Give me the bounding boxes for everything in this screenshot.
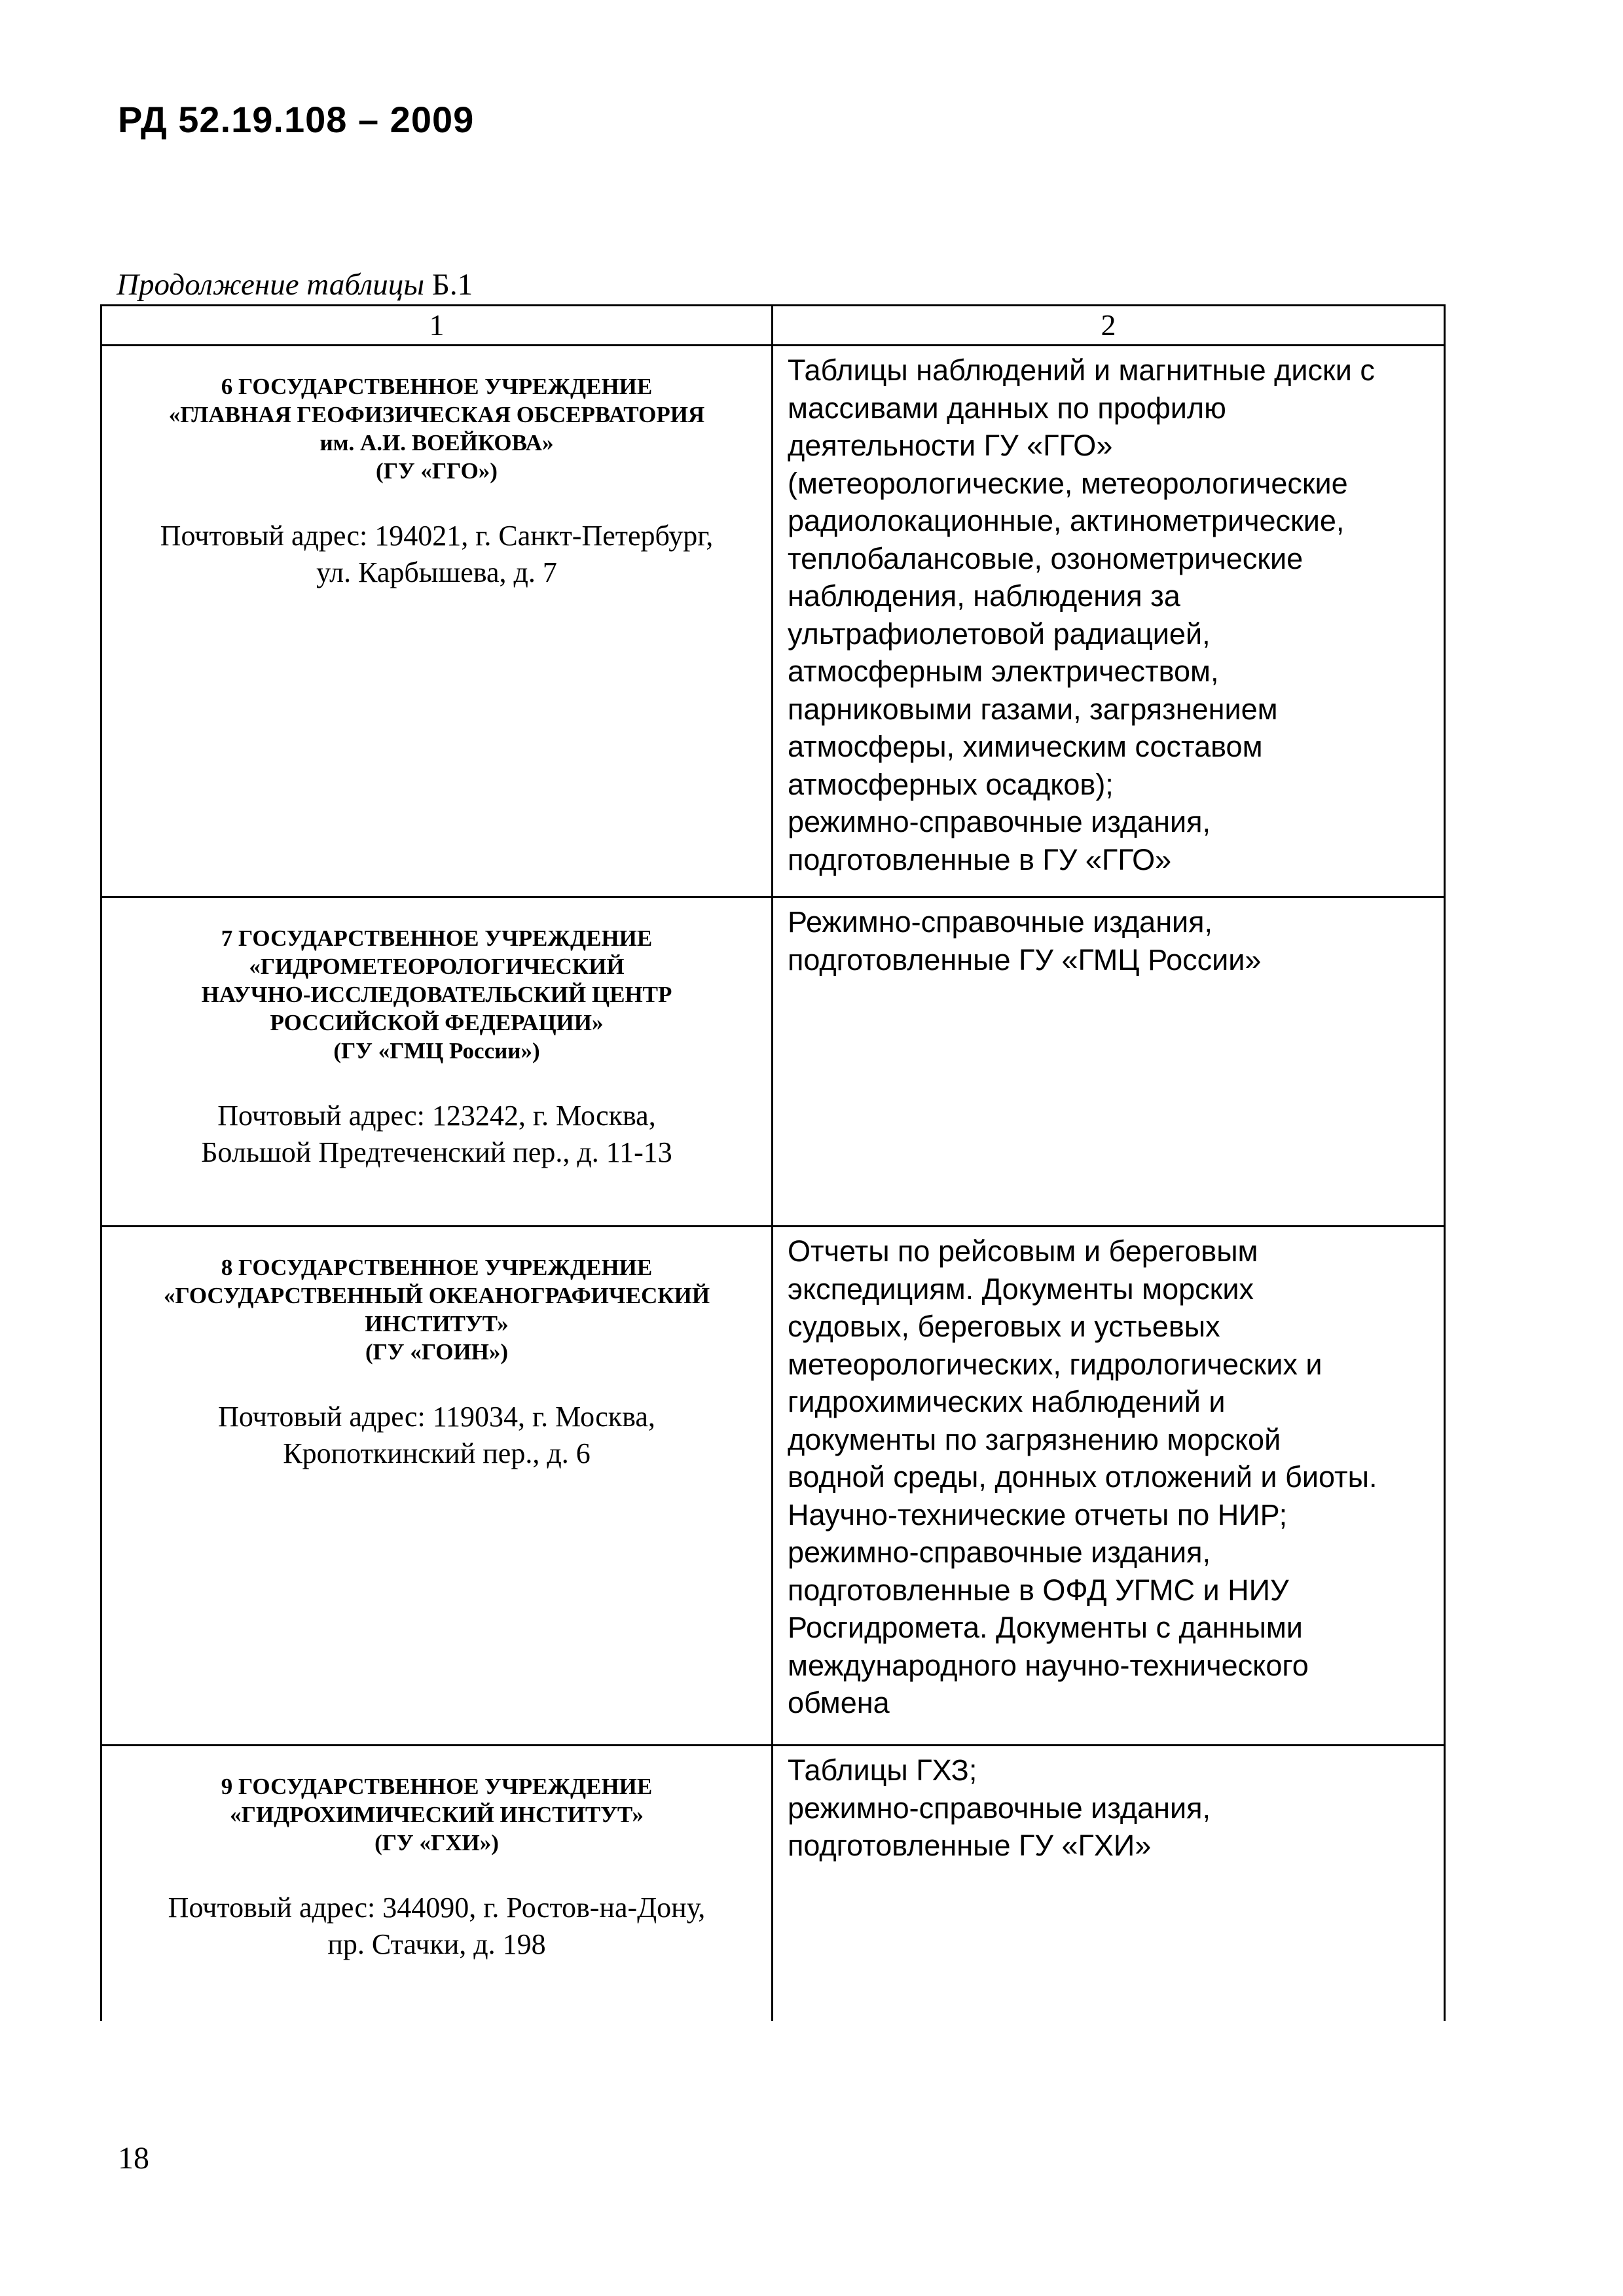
org-cell <box>101 1746 773 2022</box>
content-line: Режимно-справочные издания, <box>788 905 1213 939</box>
content-line: атмосферным электричеством, <box>788 655 1219 688</box>
org-name-line: «ГОСУДАРСТВЕННЫЙ ОКЕАНОГРАФИЧЕСКИЙ <box>163 1283 710 1308</box>
org-address <box>122 518 752 591</box>
document-code: РД 52.19.108 – 2009 <box>118 99 475 140</box>
content-line: метеорологических, гидрологических и <box>788 1347 1322 1381</box>
org-name-line: РОССИЙСКОЙ ФЕДЕРАЦИИ» <box>270 1010 604 1035</box>
content-line: Таблицы ГХЗ; <box>788 1753 977 1787</box>
content-line: атмосферных осадков); <box>788 767 1114 801</box>
org-cell <box>101 1227 773 1746</box>
table-row <box>101 346 1445 897</box>
content-line: деятельности ГУ «ГГО» <box>788 429 1113 462</box>
content-line: водной среды, донных отложений и биоты. <box>788 1460 1377 1494</box>
content-line: режимно-справочные издания, <box>788 805 1211 838</box>
content-line: (метеорологические, метеорологические <box>788 466 1348 500</box>
content-line: ультрафиолетовой радиацией, <box>788 617 1211 651</box>
org-abbreviation: (ГУ «ГГО») <box>376 458 498 484</box>
org-cell <box>101 897 773 1227</box>
content-line: подготовленные в ГУ «ГГО» <box>788 842 1172 876</box>
content-line: экспедициям. Документы морских <box>788 1272 1254 1306</box>
org-name-line: 6 ГОСУДАРСТВЕННОЕ УЧРЕЖДЕНИЕ <box>221 374 653 399</box>
column-header-1: 1 <box>101 306 773 346</box>
content-cell <box>773 897 1445 1227</box>
content-line: Научно-технические отчеты по НИР; <box>788 1498 1288 1532</box>
table-caption-italic: Продолжение таблицы <box>117 268 425 302</box>
org-address <box>122 1890 752 1963</box>
org-name-line: 8 ГОСУДАРСТВЕННОЕ УЧРЕЖДЕНИЕ <box>221 1255 653 1280</box>
address-line: Почтовый адрес: 119034, г. Москва, <box>218 1401 655 1433</box>
content-cell <box>773 1746 1445 2022</box>
content-line: Отчеты по рейсовым и береговым <box>788 1234 1258 1268</box>
table-caption <box>117 267 473 302</box>
org-name-line: ИНСТИТУТ» <box>365 1311 509 1336</box>
table-row <box>101 1227 1445 1746</box>
address-line: Кропоткинский пер., д. 6 <box>283 1437 591 1469</box>
org-name-line: «ГИДРОМЕТЕОРОЛОГИЧЕСКИЙ <box>249 954 625 979</box>
org-cell <box>101 346 773 897</box>
content-line: международного научно-технического <box>788 1648 1309 1682</box>
address-line: ул. Карбышева, д. 7 <box>316 556 557 588</box>
org-abbreviation: (ГУ «ГМЦ России») <box>333 1038 540 1064</box>
content-line: Таблицы наблюдений и магнитные диски с <box>788 353 1375 387</box>
content-cell <box>773 1227 1445 1746</box>
content-line: радиолокационные, актинометрические, <box>788 504 1345 537</box>
org-name <box>122 924 752 1037</box>
table-header-row <box>101 306 1445 346</box>
org-name-line: «ГЛАВНАЯ ГЕОФИЗИЧЕСКАЯ ОБСЕРВАТОРИЯ <box>168 402 705 427</box>
org-name-line: 7 ГОСУДАРСТВЕННОЕ УЧРЕЖДЕНИЕ <box>221 925 653 951</box>
org-name <box>122 1253 752 1338</box>
org-abbreviation: (ГУ «ГОИН») <box>365 1339 509 1365</box>
org-name <box>122 1772 752 1829</box>
org-name <box>122 372 752 457</box>
content-line: документы по загрязнению морской <box>788 1422 1281 1456</box>
org-address <box>122 1098 752 1171</box>
address-line: Большой Предтеченский пер., д. 11-13 <box>201 1136 672 1168</box>
table-caption-number: Б.1 <box>431 268 473 302</box>
org-name-line: им. А.И. ВОЕЙКОВА» <box>319 430 554 456</box>
page-number: 18 <box>118 2141 149 2176</box>
org-abbreviation: (ГУ «ГХИ») <box>374 1830 499 1856</box>
address-line: Почтовый адрес: 194021, г. Санкт-Петербург, <box>160 520 714 552</box>
content-line: судовых, береговых и устьевых <box>788 1310 1220 1343</box>
content-line: гидрохимических наблюдений и <box>788 1385 1226 1418</box>
organizations-table <box>100 304 1446 2021</box>
content-line: режимно-справочные издания, <box>788 1791 1211 1825</box>
content-line: подготовленные ГУ «ГМЦ России» <box>788 942 1262 977</box>
content-line: массивами данных по профилю <box>788 391 1226 425</box>
address-line: Почтовый адрес: 344090, г. Ростов-на-Дону, <box>168 1892 706 1924</box>
content-line: подготовленные в ОФД УГМС и НИУ <box>788 1573 1289 1607</box>
content-line: теплобалансовые, озонометрические <box>788 541 1304 575</box>
org-name-line: НАУЧНО-ИССЛЕДОВАТЕЛЬСКИЙ ЦЕНТР <box>201 982 672 1007</box>
content-line: парниковыми газами, загрязнением <box>788 692 1278 726</box>
content-line: атмосферы, химическим составом <box>788 730 1263 763</box>
table-row <box>101 1746 1445 2022</box>
org-name-line: «ГИДРОХИМИЧЕСКИЙ ИНСТИТУТ» <box>230 1802 644 1827</box>
content-cell <box>773 346 1445 897</box>
table-row <box>101 897 1445 1227</box>
column-header-2: 2 <box>773 306 1445 346</box>
content-line: Росгидромета. Документы с данными <box>788 1611 1303 1644</box>
content-line: наблюдения, наблюдения за <box>788 579 1180 613</box>
content-line: режимно-справочные издания, <box>788 1535 1211 1569</box>
org-address <box>122 1399 752 1472</box>
address-line: Почтовый адрес: 123242, г. Москва, <box>217 1100 656 1132</box>
address-line: пр. Стачки, д. 198 <box>327 1928 546 1960</box>
content-line: подготовленные ГУ «ГХИ» <box>788 1829 1152 1862</box>
content-line: обмена <box>788 1686 890 1719</box>
org-name-line: 9 ГОСУДАРСТВЕННОЕ УЧРЕЖДЕНИЕ <box>221 1774 653 1799</box>
